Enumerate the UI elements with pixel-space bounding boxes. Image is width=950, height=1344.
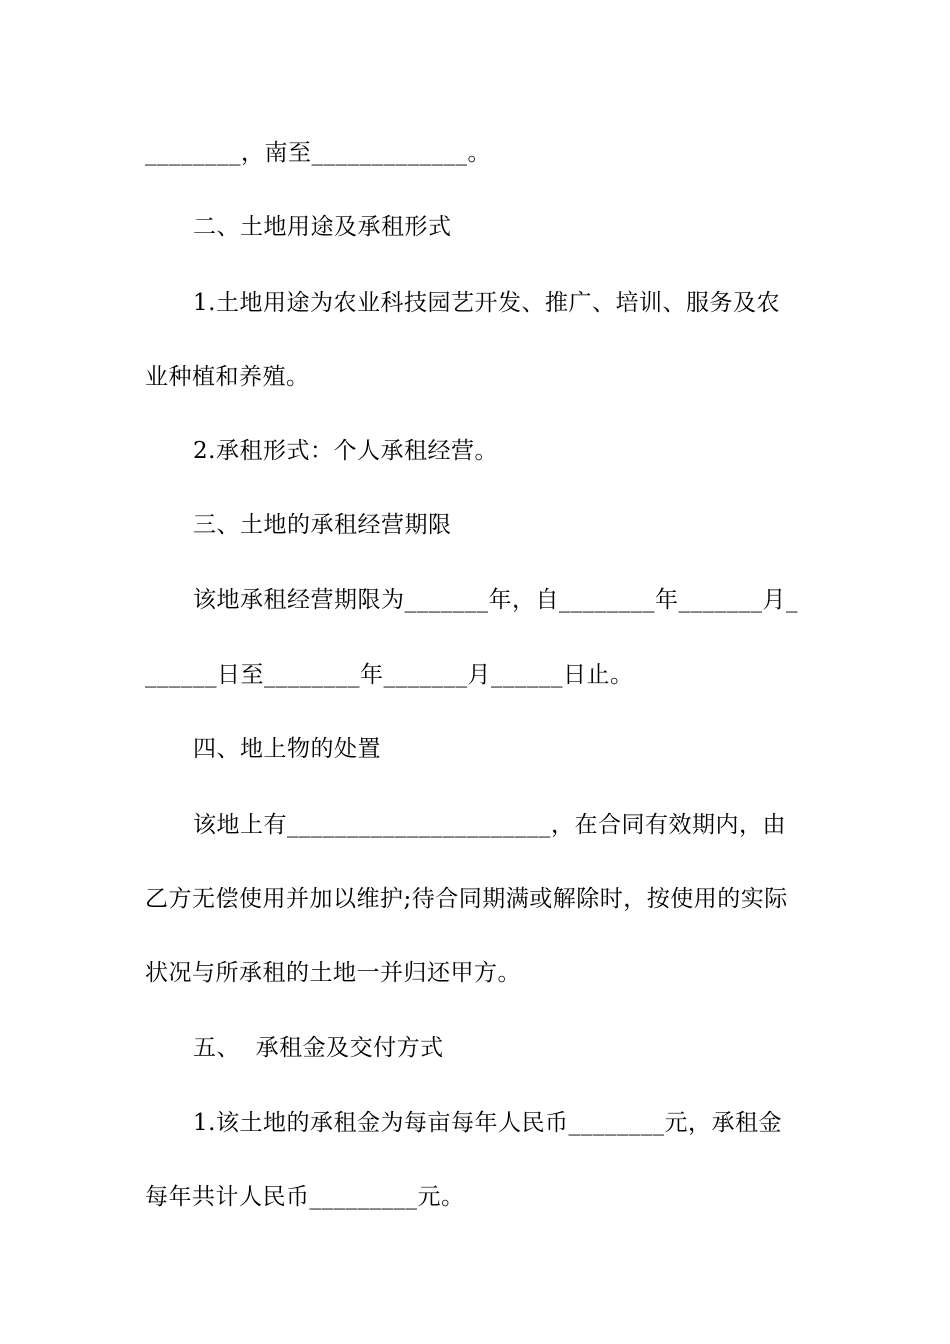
clause-lease-term: 该地承租经营期限为_______年，自________年_______月_ — [193, 587, 798, 613]
section-heading-rent-payment: 五、 承租金及交付方式 — [193, 1035, 444, 1061]
clause-ground-objects-cont: 乙方无偿使用并加以维护;待合同期满或解除时，按使用的实际 — [145, 886, 788, 912]
section-heading-land-use: 二、土地用途及承租形式 — [193, 214, 452, 240]
clause-ground-objects: 该地上有______________________，在合同有效期内，由 — [193, 812, 786, 838]
clause-land-use-purpose: 1.土地用途为农业科技园艺开发、推广、培训、服务及农 — [193, 290, 780, 316]
clause-lease-form: 2.承租形式：个人承租经营。 — [193, 438, 498, 464]
section-heading-ground-objects: 四、地上物的处置 — [193, 736, 381, 762]
section-heading-lease-term: 三、土地的承租经营期限 — [193, 512, 452, 538]
clause-rent-amount-cont: 每年共计人民币_________元。 — [145, 1184, 465, 1210]
clause-rent-amount: 1.该土地的承租金为每亩每年人民币________元，承租金 — [193, 1110, 782, 1136]
clause-ground-objects-end: 状况与所承租的土地一并归还甲方。 — [145, 960, 521, 986]
clause-lease-term-cont: ______日至________年_______月______日止。 — [145, 662, 634, 688]
clause-land-use-purpose-cont: 业种植和养殖。 — [145, 364, 310, 390]
text-line-boundary-south: ________，南至_____________。 — [145, 140, 491, 166]
